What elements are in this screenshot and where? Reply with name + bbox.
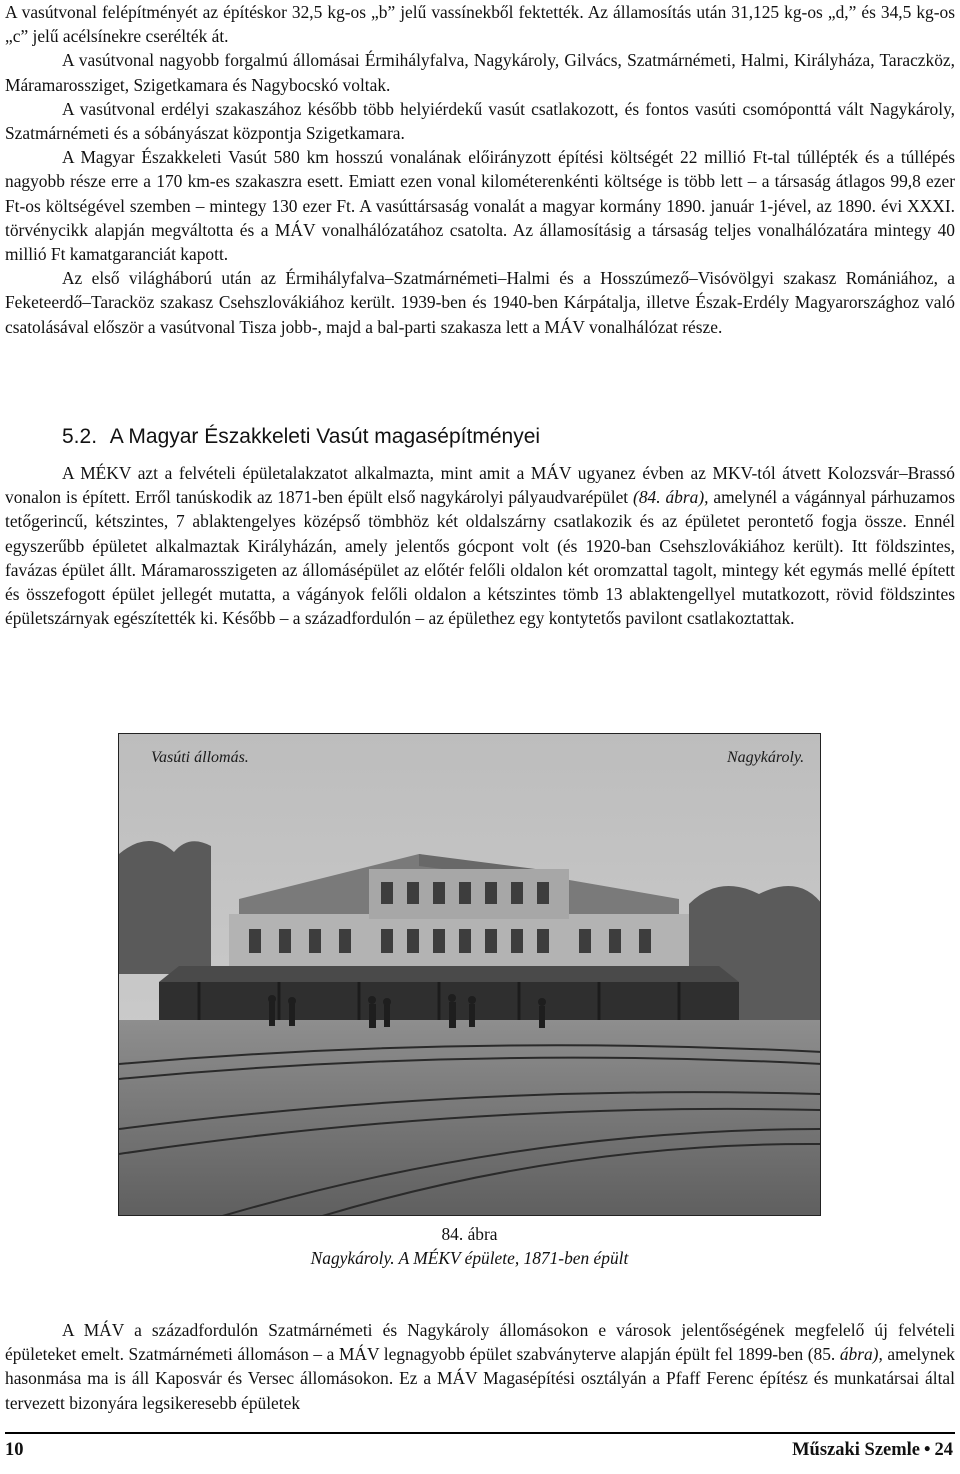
paragraph-text: amelynek hasonmása ma is áll Kaposvár és Versec állomásokon. Ez a MÁV Magasépítési osztályán a Pfaff Ferenc építész és munkatársai által tervezett bizonyára legsikeresebb épületek xyxy=(5,1344,955,1413)
figure-84 xyxy=(118,733,821,1216)
page-number: 10 xyxy=(5,1440,24,1460)
journal-name xyxy=(792,1440,953,1461)
paragraph-rail-superstructure: A vasútvonal felépítményét az építéskor 32,5 kg-os „b” jelű vassínekből fektették. Az államosítás után 31,125 kg-os „d,” és 34,5 kg-os „c” jelű acélsínekre cserélték át. xyxy=(5,2,955,47)
bullet-separator: • xyxy=(924,1440,931,1460)
paragraph-text: amelynél a vágánnyal párhuzamos tetőgerincű, kétszintes, 7 ablaktengelyes középső tömbhöz két oldalszárny csatlakozik és az épületet perontető fogja össze. Ennél egyszerűbb épületet alkalmaztak Királyházán, amely jelentős gócpont volt (és 1920-ban Csehszlovákiához került). Itt földszintes, favázas épület állt. Máramarosszigeten az állomásépület az előtér felőli oldalon két oromzattal tagolt, mintegy két egymás mellé épített és összefogott épület jellegét mutatta, a vágányok felőli oldalon a kétszintes tömb 13 ablaktengellyel mutatkozott, rövid földszintes épületszárnyak egészítették ki. Később – a századfordulón – az épülethez egy kontytetős pavilont csatlakoztattak. xyxy=(5,487,955,629)
paragraph-after-ww1: Az első világháború után az Érmihályfalva–Szatmárnémeti–Halmi és a Hosszúmező–Visóvölgyi szakasz Romániához, a Feketeerdő–Taracköz szakasz Csehszlovákiához került. 1939-ben és 1940-ben Kárpátalja, illetve Észak-Erdély Magyarországhoz való csatolásával először a vasútvonal Tisza jobb-, majd a bal-parti szakasza lett a MÁV vonalhálózat része. xyxy=(5,268,955,337)
journal-title: Műszaki Szemle xyxy=(792,1440,921,1460)
historic-station-photo xyxy=(118,733,821,1216)
paragraph-construction-costs: A Magyar Északkeleti Vasút 580 km hosszú vonalának előirányzott építési költségét 22 millió Ft-tal túllépték és a túllépés nagyobb része erre a 170 km-es szakaszra esett. Emiatt ezen vonal kilométerenkénti költsége is több lett – a társaság átlagos 99,8 ezer Ft-os költségével szemben – mintegy 130 ezer Ft. A vasúttársaság vonalát a magyar kormány 1890. január 1-jével, az 1890. évi XXXI. törvénycikk alapján megváltotta és a MÁV vonalhálózatához csatolta. Az államosításig a társaság teljes vonalhálózatára mintegy 40 millió Ft kamatgaranciát kapott. xyxy=(5,147,955,265)
figure-number: 84. ábra xyxy=(441,1224,498,1244)
section-text xyxy=(5,461,955,630)
paragraph-text: A MÉKV azt a felvételi épületalakzatot alkalmazta, mint amit a MÁV ugyanez évben az MKV-tól átvett Kolozsvár–Brassó vonalon is épített. Erről tanúskodik az 1871-ben épült első nagykárolyi pályaudvarépület xyxy=(5,463,955,508)
section-number: 5.2. xyxy=(62,425,98,448)
paragraph-mav-buildings xyxy=(5,1318,955,1415)
figure-reference: (84. ábra), xyxy=(633,487,709,508)
page-footer xyxy=(5,1432,955,1468)
closing-text xyxy=(5,1318,955,1415)
paragraph-main-stations: A vasútvonal nagyobb forgalmú állomásai Érmihályfalva, Nagykároly, Gilvács, Szatmárnémeti, Halmi, Királyháza, Taraczköz, Máramarossziget, Szigetkamara és Nagybocskó voltak. xyxy=(5,50,955,95)
photo-label-left: Vasúti állomás. xyxy=(151,749,249,766)
figure-caption: Nagykároly. A MÉKV épülete, 1871-ben épült xyxy=(310,1248,629,1268)
section-title: A Magyar Északkeleti Vasút magasépítményei xyxy=(109,425,541,448)
intro-text xyxy=(5,0,955,339)
section-heading xyxy=(62,424,540,450)
photo-label-right: Nagykároly. xyxy=(727,749,805,766)
figure-reference-word: ábra), xyxy=(839,1344,883,1365)
issue-number: 24 xyxy=(934,1440,953,1460)
figure-reference-number: (85. xyxy=(807,1344,836,1365)
paragraph-text: A MÁV a századfordulón Szatmárnémeti és Nagykároly állomásokon e városok jelentőségének megfelelő új felvételi épületeket emelt. Szatmárnémeti állomáson – a MÁV legnagyobb épület szabványterve alapján épült fel 1899-ben xyxy=(5,1320,955,1365)
paragraph-station-buildings xyxy=(5,461,955,630)
paragraph-local-railways: A vasútvonal erdélyi szakaszához később több helyiérdekű vasút csatlakozott, és fontos vasúti csomóponttá vált Nagykároly, Szatmárnémeti és a sóbányászat központja Szigetkamara. xyxy=(5,98,955,144)
